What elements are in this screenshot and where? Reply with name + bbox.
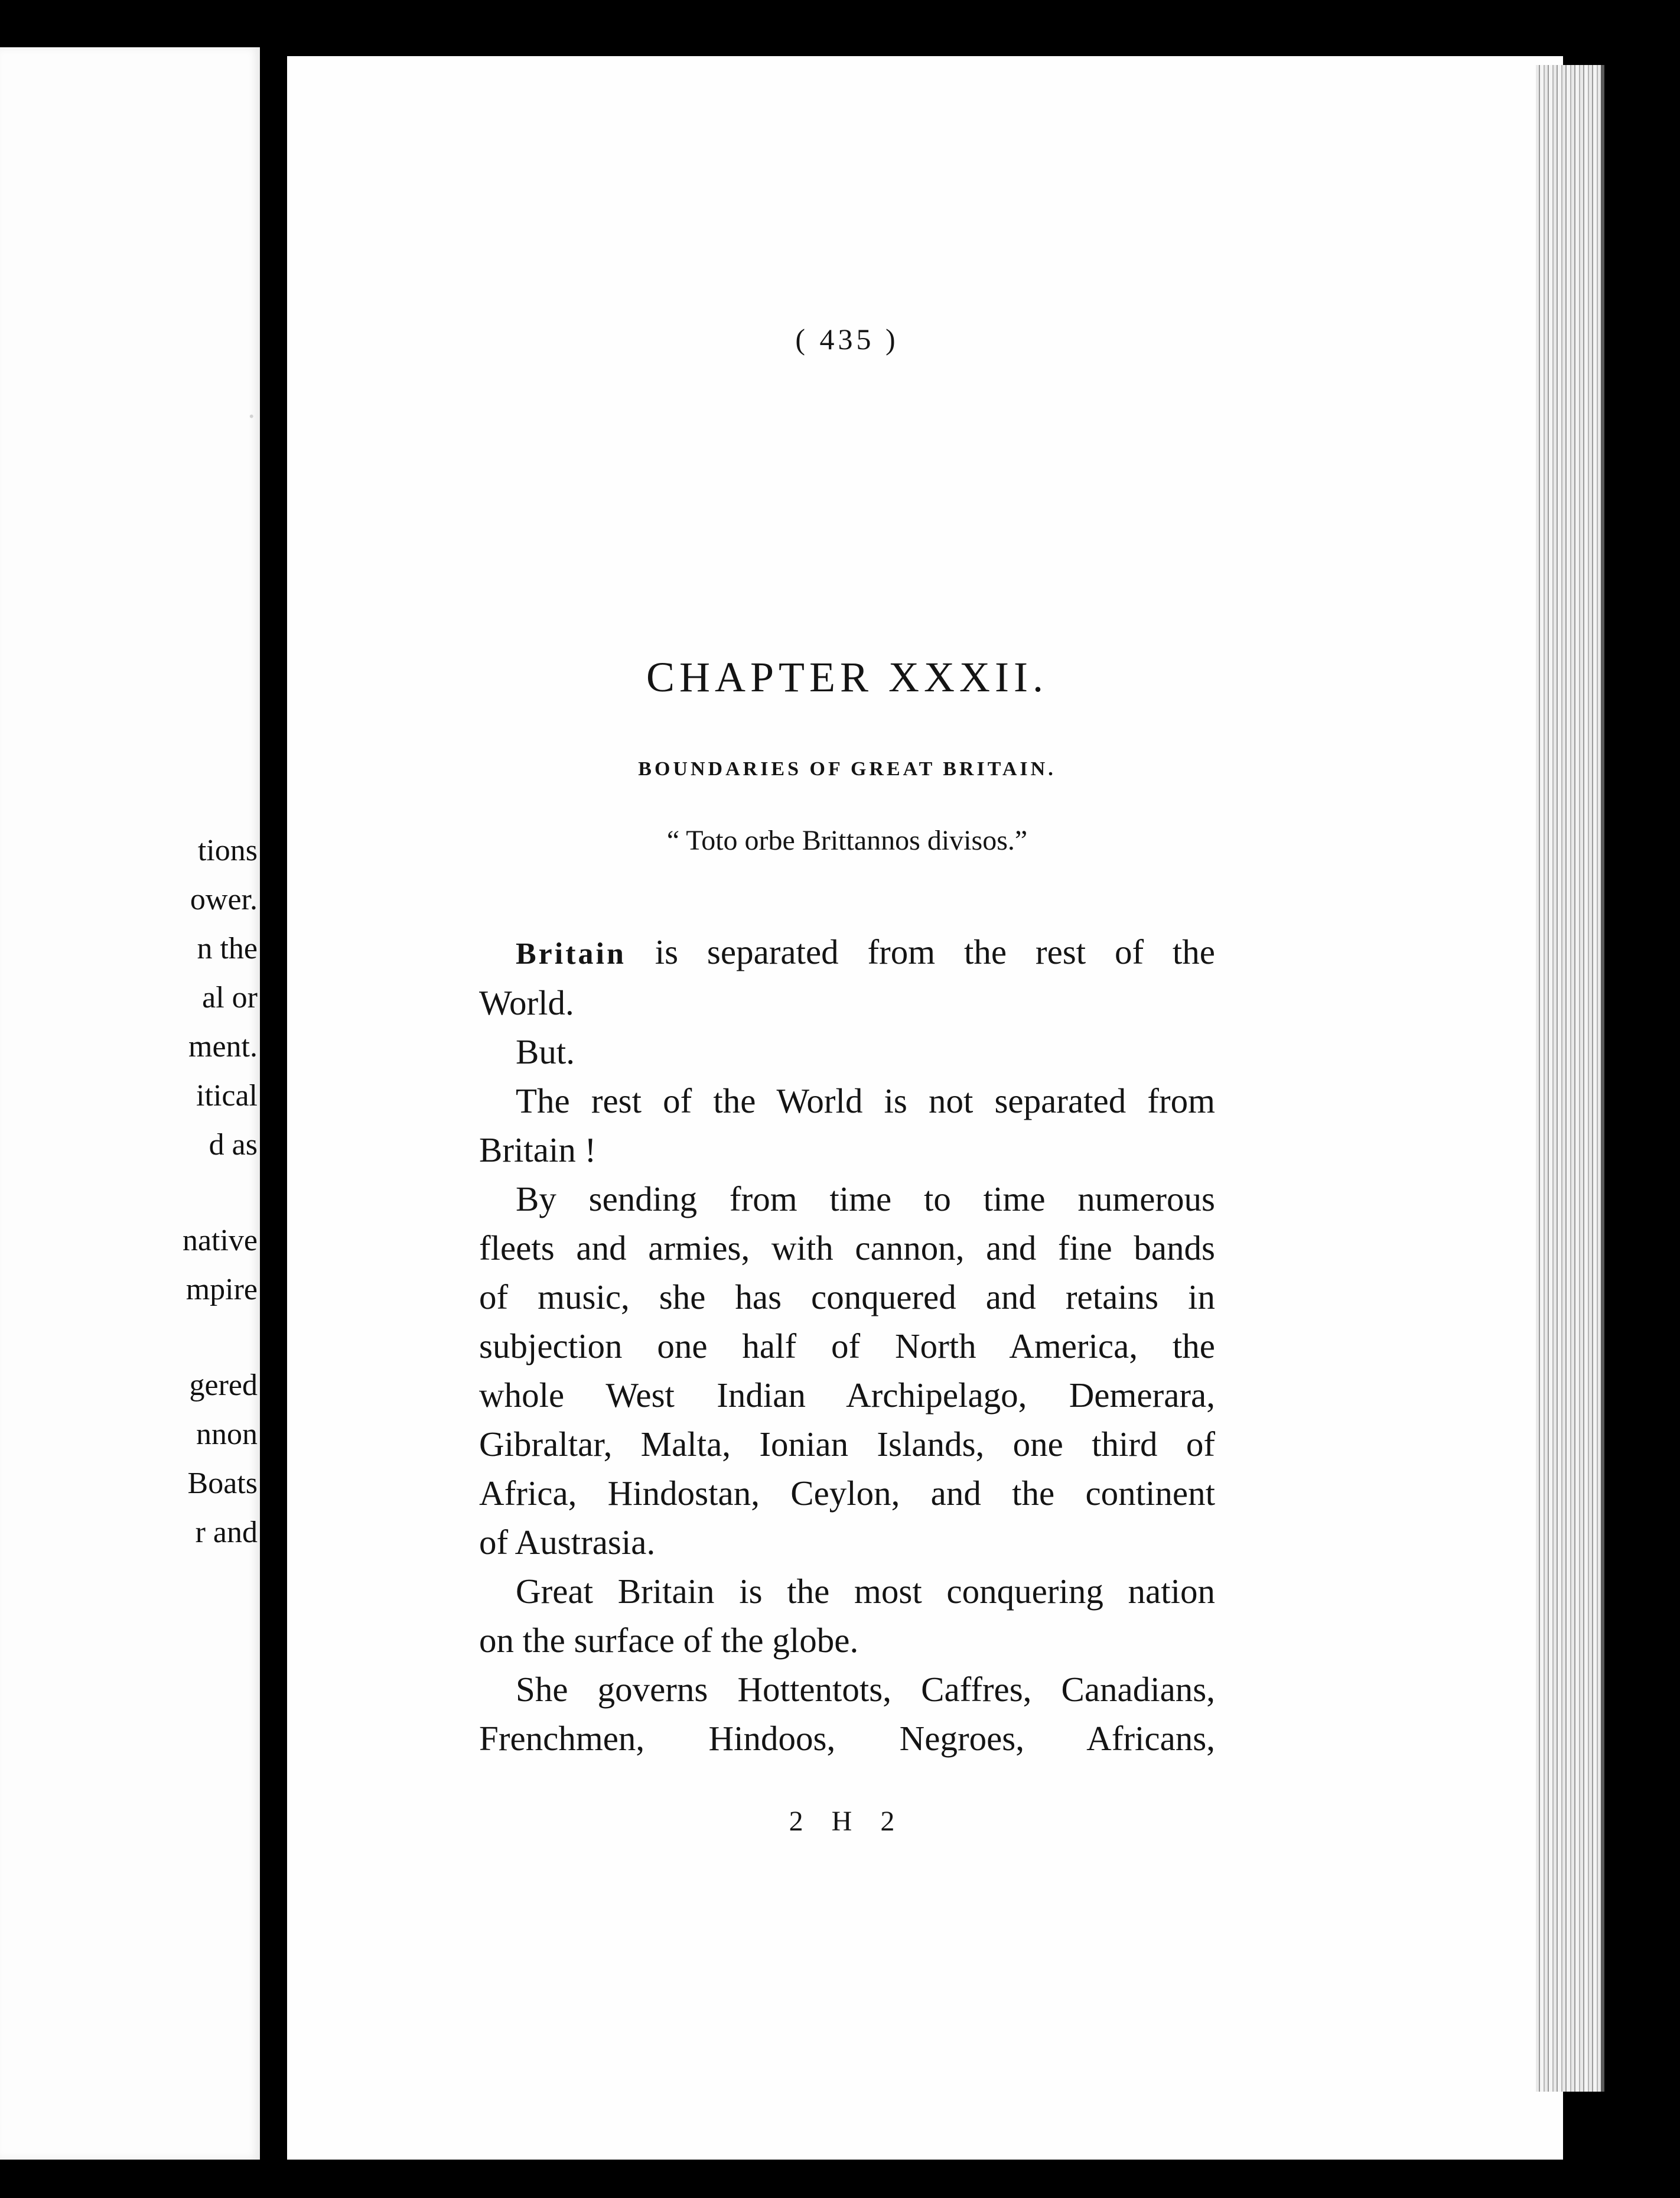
paragraph <box>479 1567 1215 1665</box>
left-page-fragment: gered <box>189 1368 258 1402</box>
text-line: on the surface of the globe. <box>479 1621 859 1660</box>
left-page-fragment: tions <box>197 834 258 867</box>
chapter-title: CHAPTER XXXII. <box>646 653 1048 701</box>
text-line: She governs Hottentots, Caffres, Canadians, <box>516 1670 1215 1709</box>
paragraph <box>479 928 1215 1028</box>
left-page-fragment: ment. <box>188 1030 258 1064</box>
left-page-fragment: Boats <box>187 1467 258 1500</box>
left-page <box>0 47 260 2160</box>
lead-word: Britain <box>516 937 626 971</box>
epigraph: “ Toto orbe Brittannos divisos.” <box>666 825 1028 856</box>
paragraph <box>479 1077 1215 1175</box>
text-line: World. <box>479 983 574 1022</box>
text-line: subjection one half of North America, the <box>479 1326 1215 1365</box>
text-line: of Austrasia. <box>479 1523 656 1562</box>
left-page-fragment: mpire <box>185 1273 258 1306</box>
page-edges <box>1536 65 1604 2092</box>
text-line: Britain ! <box>479 1130 597 1169</box>
right-page <box>287 56 1563 2160</box>
text-line: Frenchmen, Hindoos, Negroes, Africans, <box>479 1719 1215 1758</box>
page-number: ( 435 ) <box>795 323 899 356</box>
left-page-fragment: r and <box>195 1516 258 1549</box>
text-line: of music, she has conquered and retains in <box>479 1277 1215 1316</box>
left-page-ghost-text: . <box>248 391 255 424</box>
left-page-fragment: d as <box>209 1128 258 1162</box>
left-page-fragment: itical <box>196 1079 258 1113</box>
paragraph <box>479 1028 1215 1077</box>
left-page-fragment: al or <box>202 981 258 1015</box>
paragraph <box>479 1175 1215 1567</box>
text-line: whole West Indian Archipelago, Demerara, <box>479 1376 1215 1415</box>
text-line: The rest of the World is not separated from <box>516 1081 1215 1120</box>
text-line: Britain is separated from the rest of the <box>516 932 1215 971</box>
text-line: Gibraltar, Malta, Ionian Islands, one third of <box>479 1425 1215 1464</box>
book-gutter <box>260 47 287 2160</box>
left-page-fragment: native <box>182 1224 258 1257</box>
body-text <box>479 928 1215 1763</box>
text-line: But. <box>516 1032 575 1071</box>
text-line: fleets and armies, with cannon, and fine bands <box>479 1228 1215 1267</box>
paragraph <box>479 1665 1215 1763</box>
text-line: Great Britain is the most conquering nation <box>516 1572 1215 1611</box>
left-page-fragment: ower. <box>190 883 258 916</box>
signature-mark: 2 H 2 <box>789 1806 906 1837</box>
chapter-subtitle: BOUNDARIES OF GREAT BRITAIN. <box>638 758 1056 780</box>
left-page-fragment: nnon <box>196 1417 258 1451</box>
text-line: Africa, Hindostan, Ceylon, and the continent <box>479 1474 1215 1513</box>
text-line: By sending from time to time numerous <box>516 1179 1215 1218</box>
left-page-fragment: n the <box>197 932 258 965</box>
